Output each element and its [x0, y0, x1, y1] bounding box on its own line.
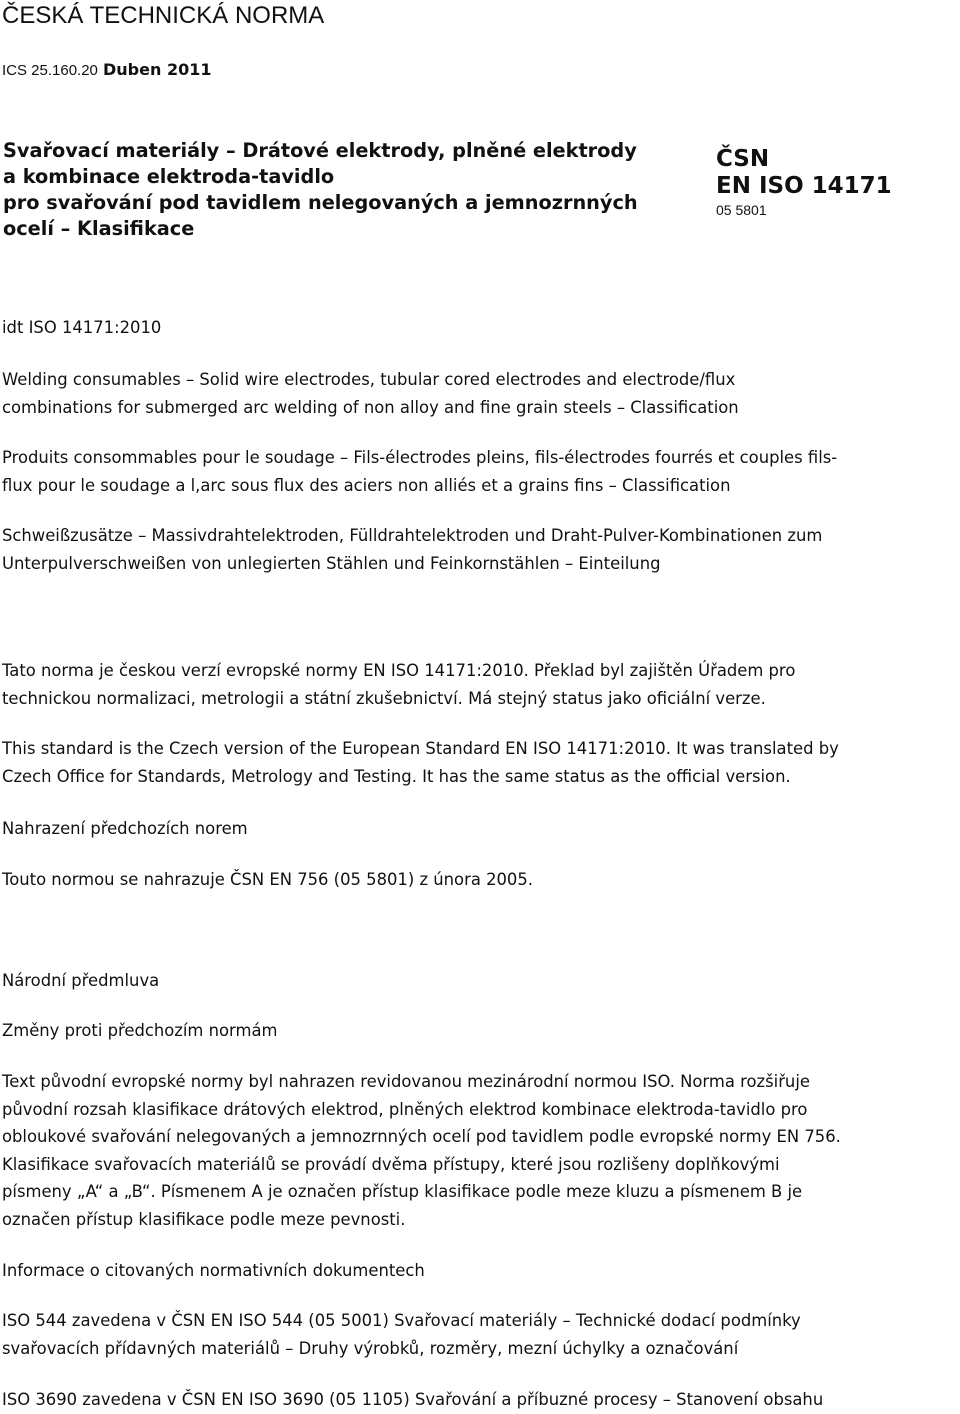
text-line: Produits consommables pour le soudage – Fils-électrodes pleins, fils-électrodes fourrés et couples fils-: [2, 448, 838, 467]
title-line: ocelí – Klasifikace: [3, 217, 195, 240]
national-foreword-heading: Národní předmluva: [2, 971, 160, 990]
en-iso-number: EN ISO 14171: [716, 173, 892, 199]
notice-english: [2, 735, 839, 790]
text-line: This standard is the Czech version of the European Standard EN ISO 14171:2010. It was translated by: [2, 739, 839, 758]
text-line: Czech Office for Standards, Metrology and Testing. It has the same status as the official version.: [2, 766, 791, 786]
text-line: Unterpulverschweißen von unlegierten Stählen und Feinkornstählen – Einteilung: [2, 553, 661, 573]
title-line: Svařovací materiály – Drátové elektrody, plněné elektrody: [3, 139, 637, 162]
replacement-text: Touto normou se nahrazuje ČSN EN 756 (05 5801) z února 2005.: [2, 870, 533, 889]
csn-label: ČSN: [716, 146, 770, 172]
reference-iso-544: [2, 1307, 801, 1362]
notice-czech: [2, 657, 795, 712]
text-line: původní rozsah klasifikace drátových elektrod, plněných elektrod kombinace elektroda-tavidlo pro: [2, 1099, 808, 1119]
text-line: Welding consumables – Solid wire electrodes, tubular cored electrodes and electrode/flux: [2, 370, 736, 389]
title-french: [2, 444, 837, 499]
text-line: Text původní evropské normy byl nahrazen revidovanou mezinárodní normou ISO. Norma rozšiřuje: [2, 1072, 810, 1091]
referenced-documents-heading: Informace o citovaných normativních dokumentech: [2, 1261, 425, 1280]
changes-text: [2, 1068, 841, 1233]
title-line: pro svařování pod tavidlem nelegovaných a jemnozrnných: [3, 191, 638, 214]
text-line: flux pour le soudage a l,arc sous flux des aciers non alliés et a grains fins – Classification: [2, 475, 731, 495]
text-line: Klasifikace svařovacích materiálů se provádí dvěma přístupy, které jsou rozlišeny doplňkovými: [2, 1154, 780, 1174]
title-line: a kombinace elektroda-tavidlo: [3, 165, 335, 188]
document-type-title: ČESKÁ TECHNICKÁ NORMA: [2, 2, 325, 29]
standard-designation: [716, 146, 892, 220]
text-line: combinations for submerged arc welding of non alloy and fine grain steels – Classification: [2, 397, 739, 417]
text-line: Schweißzusätze – Massivdrahtelektroden, Fülldrahtelektroden und Draht-Pulver-Kombinationen zum: [2, 526, 823, 545]
text-line: technickou normalizaci, metrologii a státní zkušebnictví. Má stejný status jako oficiální verze.: [2, 688, 766, 708]
identity-reference: idt ISO 14171:2010: [2, 318, 162, 337]
text-line: obloukové svařování nelegovaných a jemnozrnných ocelí pod tavidlem podle evropské normy EN 756.: [2, 1127, 841, 1146]
text-line: Tato norma je českou verzí evropské normy EN ISO 14171:2010. Překlad byl zajištěn Úřadem pro: [2, 661, 796, 680]
replacement-heading: Nahrazení předchozích norem: [2, 819, 248, 838]
ics-date-line: [2, 60, 211, 79]
classification-code: 05 5801: [716, 202, 767, 218]
text-line: označen přístup klasifikace podle meze pevnosti.: [2, 1209, 406, 1229]
publication-date: Duben 2011: [103, 60, 212, 79]
text-line: ISO 544 zavedena v ČSN EN ISO 544 (05 5001) Svařovací materiály – Technické dodací podmínky: [2, 1311, 801, 1330]
text-line: svařovacích přídavných materiálů – Druhy výrobků, rozměry, mezní úchylky a označování: [2, 1338, 739, 1358]
title-english: [2, 366, 739, 421]
title-german: [2, 522, 822, 577]
standard-title: [3, 138, 683, 242]
changes-heading: Změny proti předchozím normám: [2, 1021, 278, 1040]
reference-iso-3690: ISO 3690 zavedena v ČSN EN ISO 3690 (05 1105) Svařování a příbuzné procesy – Stanovení obsahu: [2, 1390, 824, 1409]
text-line: písmeny „A“ a „B“. Písmenem A je označen přístup klasifikace podle meze kluzu a písmenem B je: [2, 1182, 803, 1201]
ics-code: ICS 25.160.20: [2, 62, 98, 79]
